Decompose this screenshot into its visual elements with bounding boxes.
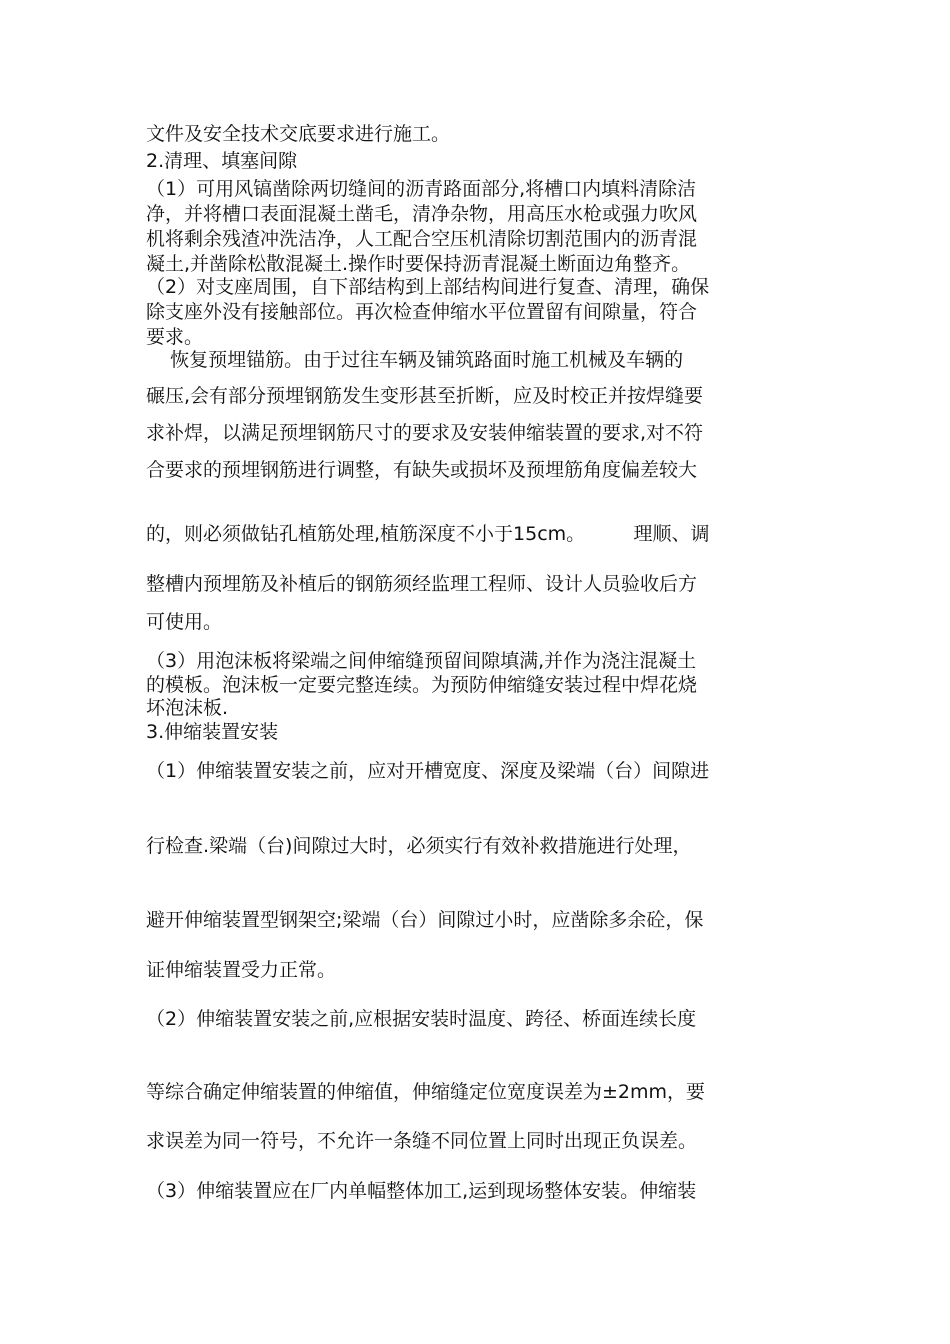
text-line: 行检查.梁端（台)间隙过大时，必须实行有效补救措施进行处理， bbox=[146, 835, 692, 857]
text-line: 等综合确定伸缩装置的伸缩值，伸缩缝定位宽度误差为±2mm，要 bbox=[146, 1081, 706, 1103]
text-line: 净，并将槽口表面混凝土凿毛，清净杂物，用高压水枪或强力吹风 bbox=[146, 203, 698, 225]
text-line: 合要求的预埋钢筋进行调整，有缺失或损坏及预埋筋角度偏差较大 bbox=[146, 459, 698, 481]
section-heading: 2.清理、填塞间隙 bbox=[146, 150, 298, 172]
text-line: 除支座外没有接触部位。再次检查伸缩水平位置留有间隙量，符合 bbox=[146, 301, 698, 323]
text-line: 凝土,并凿除松散混凝土.操作时要保持沥青混凝土断面边角整齐。 bbox=[146, 253, 691, 275]
text-line: （2）伸缩装置安装之前,应根据安装时温度、跨径、桥面连续长度 bbox=[146, 1008, 697, 1030]
text-line: （1）可用风镐凿除两切缝间的沥青路面部分,将槽口内填料清除洁 bbox=[146, 178, 697, 200]
text-line: （1）伸缩装置安装之前，应对开槽宽度、深度及梁端（台）间隙进 bbox=[146, 760, 710, 782]
text-line: 的模板。泡沫板一定要完整连续。为预防伸缩缝安装过程中焊花烧 bbox=[146, 674, 698, 696]
text-line: 求误差为同一符号，不允许一条缝不同位置上同时出现正负误差。 bbox=[146, 1130, 698, 1152]
text-line: 可使用。 bbox=[146, 611, 223, 633]
text-line: 的，则必须做钻孔植筋处理,植筋深度不小于15cm。 理顺、调 bbox=[146, 523, 710, 545]
text-line: 坏泡沫板. bbox=[146, 697, 229, 719]
text-line: （3）用泡沫板将梁端之间伸缩缝预留间隙填满,并作为浇注混凝土 bbox=[146, 650, 697, 672]
section-heading: 3.伸缩装置安装 bbox=[146, 721, 279, 743]
text-line: 要求。 bbox=[146, 326, 204, 348]
text-line: 整槽内预埋筋及补植后的钢筋须经监理工程师、设计人员验收后方 bbox=[146, 573, 698, 595]
text-line: 恢复预埋锚筋。由于过往车辆及铺筑路面时施工机械及车辆的 bbox=[146, 349, 684, 371]
text-line: 文件及安全技术交底要求进行施工。 bbox=[146, 123, 451, 145]
text-line: 求补焊，以满足预埋钢筋尺寸的要求及安装伸缩装置的要求,对不符 bbox=[146, 422, 704, 444]
text-line: （2）对支座周围，自下部结构到上部结构间进行复查、清理，确保 bbox=[146, 276, 710, 298]
text-line: 证伸缩装置受力正常。 bbox=[146, 959, 337, 981]
text-line: 碾压,会有部分预埋钢筋发生变形甚至折断，应及时校正并按焊缝要 bbox=[146, 385, 704, 407]
text-line: 避开伸缩装置型钢架空;梁端（台）间隙过小时，应凿除多余砼，保 bbox=[146, 909, 704, 931]
text-line: 机将剩余残渣冲洗洁净，人工配合空压机清除切割范围内的沥青混 bbox=[146, 228, 698, 250]
text-line: （3）伸缩装置应在厂内单幅整体加工,运到现场整体安装。伸缩装 bbox=[146, 1180, 697, 1202]
